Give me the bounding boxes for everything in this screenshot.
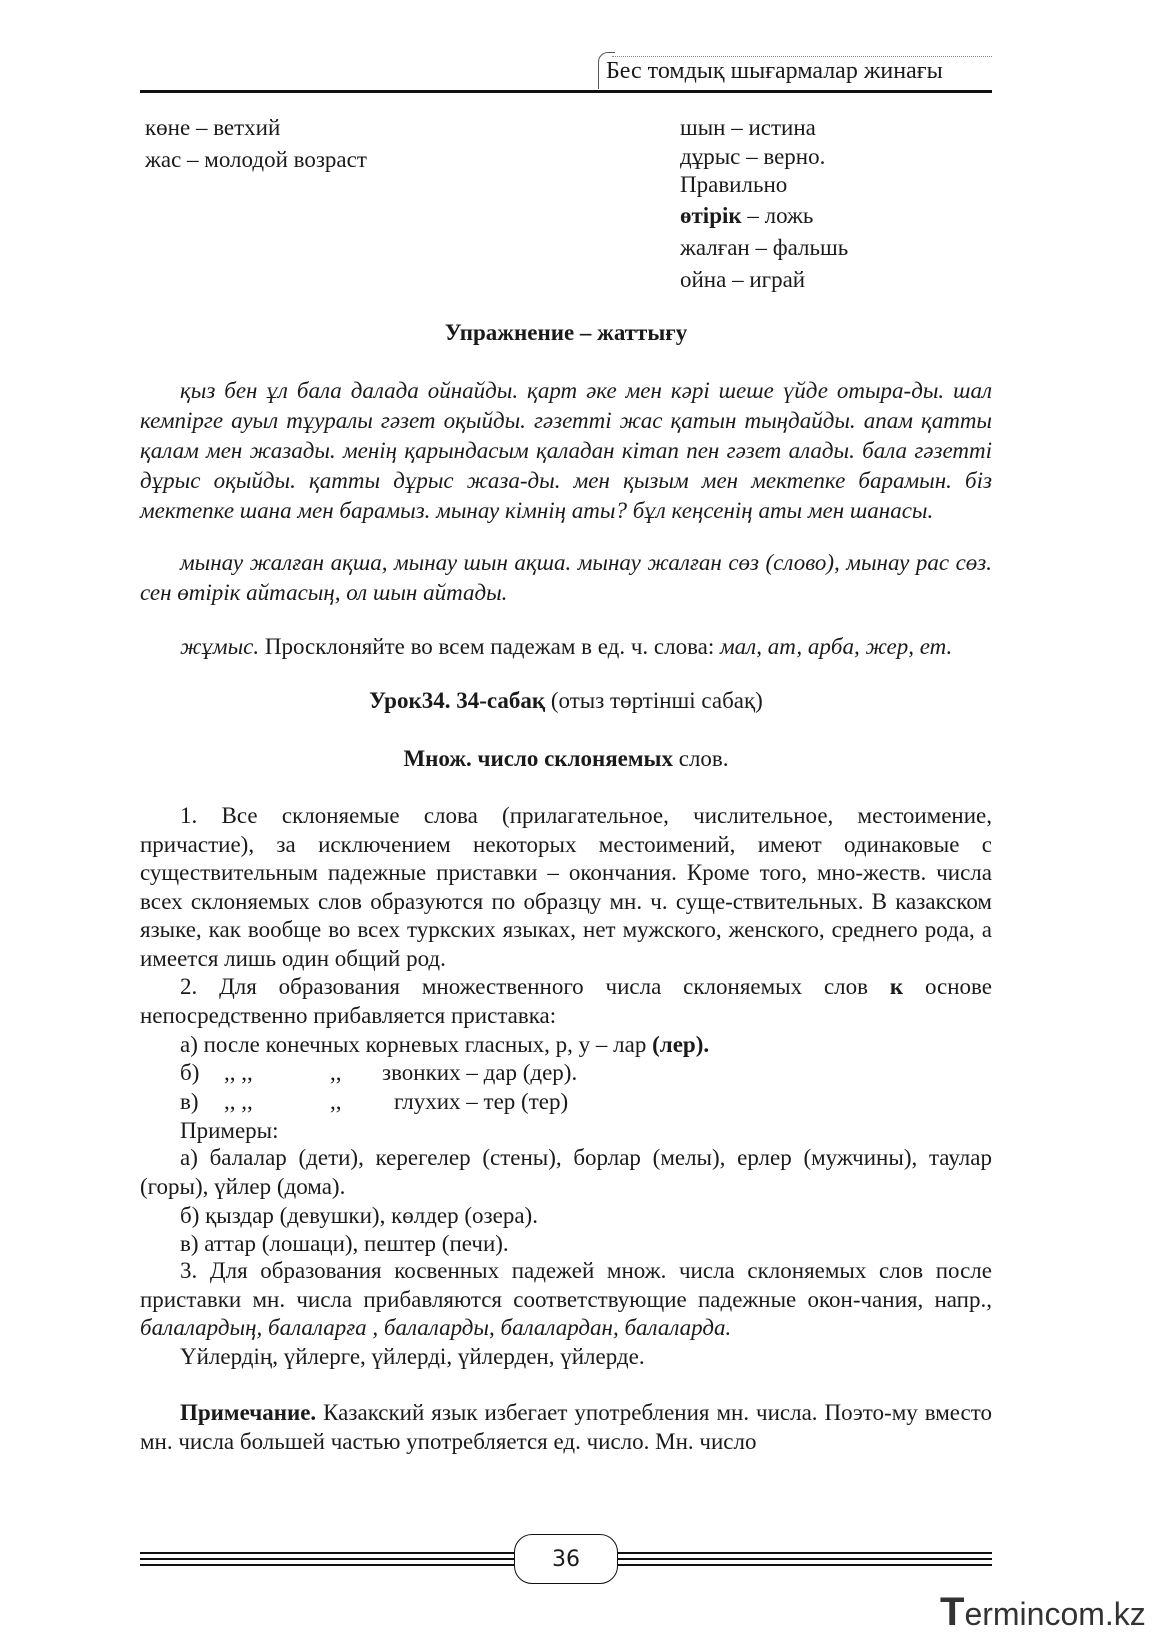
vocab-entry: Правильно bbox=[680, 172, 788, 197]
examples-label: Примеры: bbox=[180, 1118, 279, 1143]
example-b: б) қыздар (девушки), көлдер (озера). bbox=[180, 1203, 538, 1228]
vocab-entry: ойна – играй bbox=[680, 267, 806, 292]
rule-paragraph-2: 2. Для образования множественного числа склоняемых слов к основе непосредственно прибавляется приставка: bbox=[140, 974, 992, 1028]
exercise-heading: Упражнение – жаттығу bbox=[444, 320, 688, 345]
exercise-paragraph-2: мынау жалған ақша, мынау шын ақша. мынау жалған сөз (слово), мынау рас сөз. сен өтірік айтасың, ол шын айтады. bbox=[140, 550, 992, 605]
note-paragraph: Примечание. Казакский язык избегает употребления мн. числа. Поэто-му вместо мн. числа большей частью употребляется ед. число. Мн. число bbox=[140, 1400, 992, 1454]
task-paragraph: жұмыс. Просклоняйте во всем падежам в ед. ч. слова: мал, ат, арба, жер, ет. bbox=[180, 634, 953, 659]
lesson-subtitle: Множ. число склоняемых слов. bbox=[403, 746, 729, 771]
rule-line-a: а) после конечных корневых гласных, р, у – лар (лер). bbox=[180, 1032, 710, 1057]
example-v: в) аттар (лошаци), пештер (печи). bbox=[180, 1231, 509, 1256]
vocab-right-list bbox=[680, 112, 848, 296]
running-header: Бес томдық шығармалар жинағы bbox=[606, 58, 943, 84]
vocab-entry: дұрыс – верно. bbox=[680, 144, 826, 169]
rule-line-v: в) ,, ,, ,, глухих – тер (тер) bbox=[180, 1089, 569, 1114]
vocab-entry: өтірік – ложь bbox=[680, 203, 814, 228]
vocab-entry: шын – истина bbox=[680, 115, 816, 140]
page-number: 36 bbox=[514, 1534, 618, 1584]
vocab-entry: жалған – фальшь bbox=[680, 235, 849, 260]
vocab-entry: көне – ветхий bbox=[145, 115, 281, 140]
header-dotted-line bbox=[612, 56, 992, 57]
rule-line-b: б) ,, ,, ,, звонких – дар (дер). bbox=[180, 1060, 578, 1085]
watermark-logo: Termincom.kz bbox=[940, 1590, 1146, 1634]
vocab-entry: жас – молодой возраст bbox=[145, 147, 367, 172]
header-rule bbox=[140, 90, 992, 93]
lesson-title: Урок34. 34-сабақ (отыз төртінші сабақ) bbox=[369, 688, 763, 713]
vocab-left-list bbox=[145, 112, 367, 176]
rule-paragraph-1: 1. Все склоняемые слова (прилагательное, числительное, местоимение, причастие), за исключением некоторых местоимений, имеют одинаковые с существительным падежные приставки – окончания. Кроме того, мно-жеств. числа всех склоняемых слов образуются по образцу мн. ч. суще-ствительных. В казакском языке, как вообще во всех туркских языках, нет мужского, женского, среднего рода, а имеется лишь один общий род. bbox=[140, 803, 992, 971]
exercise-paragraph-1: қыз бен ұл бала далада ойнайды. қарт әке мен кәрі шеше үйде отыра-ды. шал кемпірге ауыл тұуралы гәзет оқыйды. гәзетті жас қатын тыңдайды. апам қатты қалам мен жазады. менің қарындасым қаладан кітап пен гәзет алады. бала гәзетті дұрыс оқыйды. қатты дұрыс жаза-ды. мен қызым мен мектепке барамын. біз мектепке шана мен барамыз. мынау кімнің аты? бұл кеңсенің аты мен шанасы. bbox=[140, 378, 992, 523]
rule-paragraph-3-continuation: Үйлердің, үйлерге, үйлерді, үйлерден, үйлерде. bbox=[180, 1344, 645, 1369]
example-a: а) балалар (дети), керегелер (стены), борлар (мелы), ерлер (мужчины), таулар (горы), үйлер (дома). bbox=[140, 1145, 992, 1199]
rule-paragraph-3: 3. Для образования косвенных падежей множ. числа склоняемых слов после приставки мн. числа прибавляются соответствующие падежные окон-чания, напр., балалардың, балаларға , балаларды, балалардан, балаларда. bbox=[140, 1258, 992, 1340]
